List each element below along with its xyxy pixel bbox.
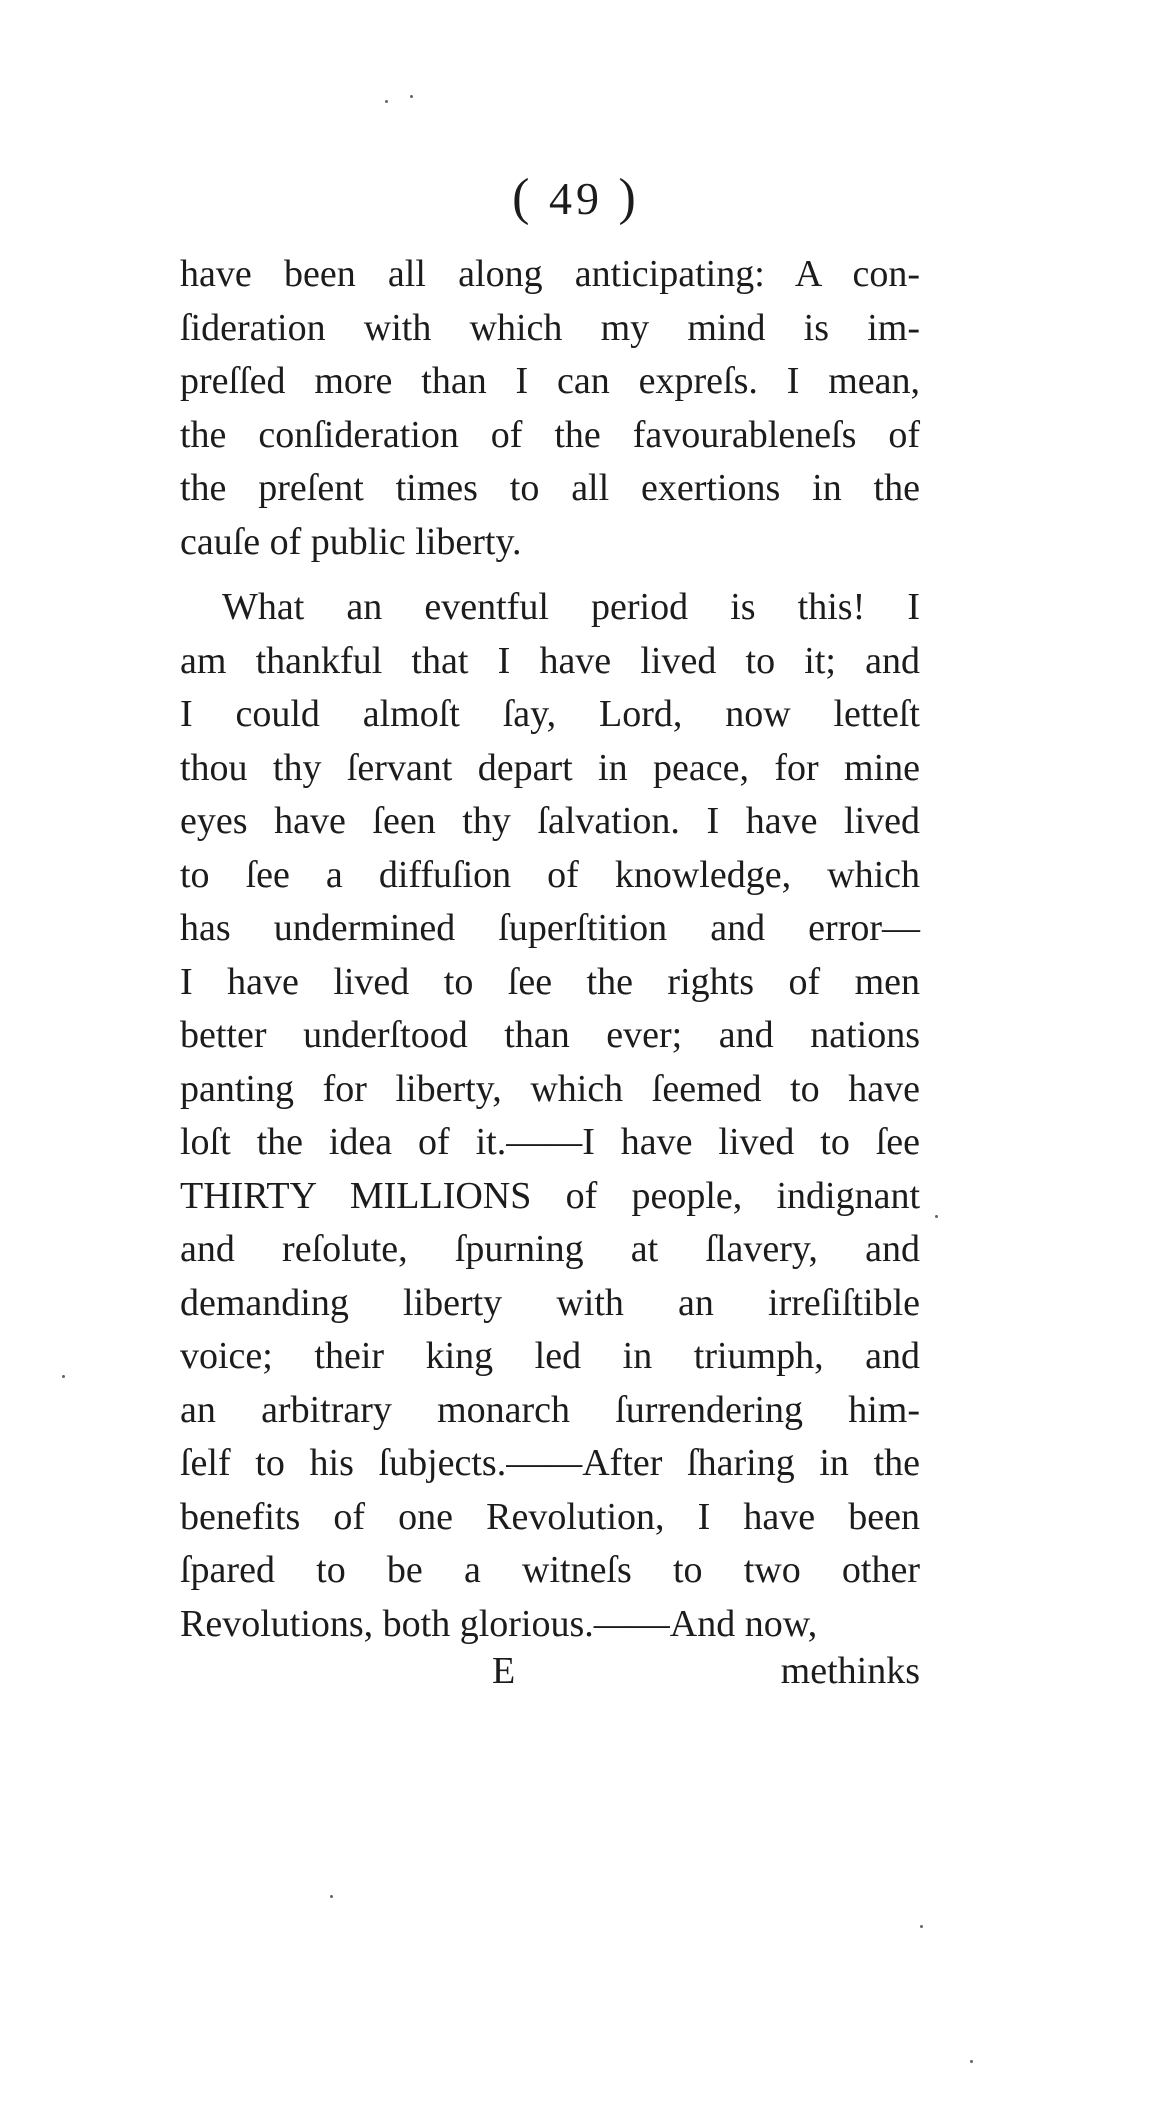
text-line: ſpared to be a witneſs to two other	[180, 1549, 920, 1591]
text-line: ſelf to his ſubjects.——After ſharing in the	[180, 1442, 920, 1484]
scan-speck	[330, 1895, 333, 1898]
scan-speck	[935, 1215, 938, 1218]
scan-speck	[410, 95, 413, 98]
text-line: has undermined ſuperſtition and error—	[180, 907, 920, 949]
text-line: have been all along anticipating: A con-	[180, 253, 920, 295]
text-line: am thankful that I have lived to it; and	[180, 639, 920, 682]
paragraph-1	[180, 248, 920, 569]
text-line: cauſe of public liberty.	[180, 520, 522, 563]
paragraph-2	[180, 581, 920, 1651]
text-line: thou thy ſervant depart in peace, for mine	[180, 746, 920, 789]
text-line: to ſee a diffuſion of knowledge, which	[180, 853, 920, 896]
scan-speck	[970, 2060, 973, 2063]
page-number-header	[0, 168, 1152, 227]
page-number: 49	[549, 173, 603, 224]
scan-speck	[385, 100, 388, 103]
text-line: voice; their king led in triumph, and	[180, 1335, 920, 1377]
folio-close-paren: )	[618, 169, 640, 226]
text-line: THIRTY MILLIONS of people, indignant	[180, 1174, 920, 1217]
text-line: loſt the idea of it.——I have lived to ſee	[180, 1121, 920, 1163]
body-text	[180, 248, 920, 1651]
text-line: eyes have ſeen thy ſalvation. I have lived	[180, 800, 920, 842]
text-line: demanding liberty with an irreſiſtible	[180, 1281, 920, 1324]
text-line: preſſed more than I can expreſs. I mean,	[180, 360, 920, 402]
text-line: What an eventful period is this! I	[222, 586, 920, 628]
text-line: an arbitrary monarch ſurrendering him-	[180, 1388, 920, 1431]
signature-mark: E	[492, 1650, 516, 1692]
catchword: methinks	[780, 1650, 920, 1692]
text-line: better underſtood than ever; and nations	[180, 1014, 920, 1056]
scan-speck	[920, 1925, 923, 1928]
text-line: the preſent times to all exertions in the	[180, 467, 920, 509]
text-line: benefits of one Revolution, I have been	[180, 1495, 920, 1538]
text-line: Revolutions, both glorious.——And now,	[180, 1602, 818, 1645]
footer-line	[180, 1645, 920, 1699]
text-line: the conſideration of the favourableneſs of	[180, 413, 920, 456]
text-line: I could almoſt ſay, Lord, now letteſt	[180, 693, 920, 735]
scan-speck	[62, 1375, 65, 1378]
text-line: panting for liberty, which ſeemed to have	[180, 1067, 920, 1110]
text-line: and reſolute, ſpurning at ſlavery, and	[180, 1228, 920, 1270]
folio-open-paren: (	[512, 169, 534, 226]
text-line: ſideration with which my mind is im-	[180, 306, 920, 349]
text-line: I have lived to ſee the rights of men	[180, 960, 920, 1003]
